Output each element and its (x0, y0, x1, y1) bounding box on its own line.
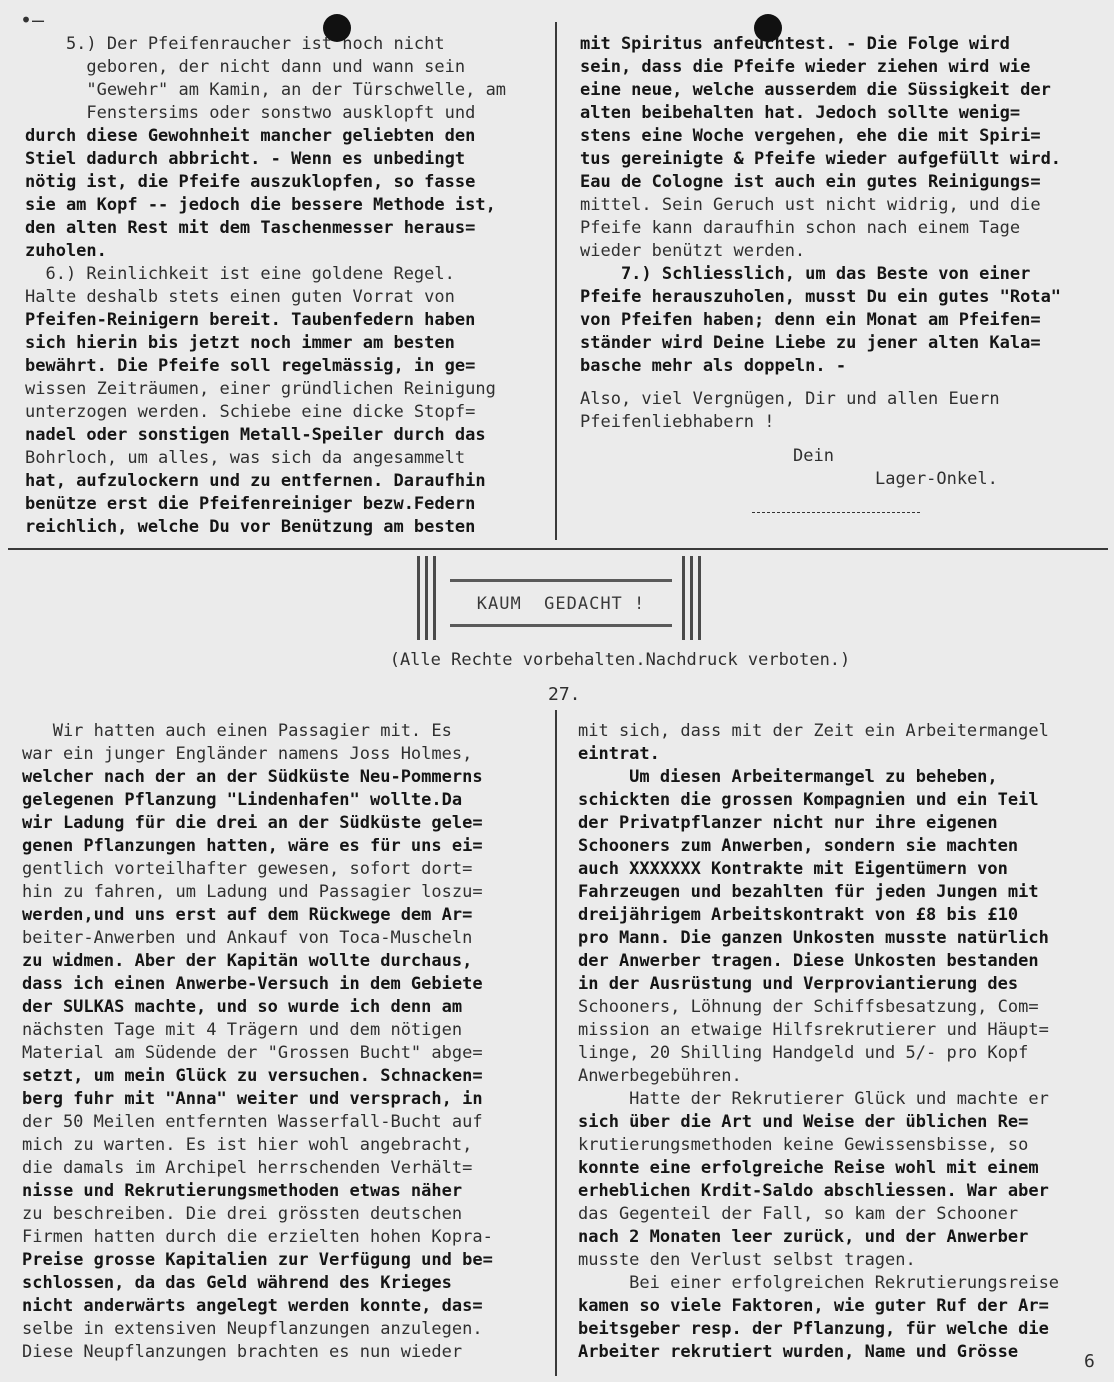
text-line: war ein junger Engländer namens Joss Holmes, (22, 744, 473, 764)
text-line: 7.) Schliesslich, um das Beste von einer (580, 264, 1031, 284)
rights-notice: (Alle Rechte vorbehalten.Nachdruck verboten.) (389, 650, 851, 670)
text-line: berg fuhr mit "Anna" weiter und versprach, in (22, 1089, 483, 1109)
text-line: Schooners zum Anwerben, sondern sie machten (578, 836, 1019, 856)
top-column-divider (555, 22, 557, 540)
banner-right-bar-2 (690, 556, 693, 640)
text-line: schlossen, da das Geld während des Krieges (22, 1273, 452, 1293)
text-line: auch XXXXXXX Kontrakte mit Eigentümern von (578, 859, 1008, 879)
text-line: der Anwerber tragen. Diese Unkosten bestanden (578, 951, 1039, 971)
text-line: nisse und Rekrutierungsmethoden etwas näher (22, 1181, 463, 1201)
text-line: Wir hatten auch einen Passagier mit. Es (22, 721, 452, 741)
text-line: nadel oder sonstigen Metall-Speiler durch das (25, 425, 486, 445)
text-line: die damals im Archipel herrschenden Verhält= (22, 1158, 473, 1178)
text-line: Eau de Cologne ist auch ein gutes Reinigungs= (580, 172, 1041, 192)
text-line: das Gegenteil der Fall, so kam der Schooner (578, 1204, 1019, 1224)
page-number: 6 (1084, 1351, 1095, 1372)
text-line: musste den Verlust selbst tragen. (578, 1250, 916, 1270)
text-line: zuholen. (25, 241, 107, 261)
text-line: eine neue, welche ausserdem die Süssigkeit der (580, 80, 1051, 100)
text-line: selbe in extensiven Neupflanzungen anzulegen. (22, 1319, 483, 1339)
text-line: zu beschreiben. Die drei grössten deutschen (22, 1204, 463, 1224)
text-line: nächsten Tage mit 4 Trägern und dem nötigen (22, 1020, 463, 1040)
text-line: nicht anderwärts angelegt werden konnte, das= (22, 1296, 483, 1316)
closing-lines (580, 388, 1000, 434)
text-line: mittel. Sein Geruch ust nicht widrig, und die (580, 195, 1041, 215)
text-line: "Gewehr" am Kamin, an der Türschwelle, am (25, 80, 507, 100)
text-line: nach 2 Monaten leer zurück, und der Anwerber (578, 1227, 1029, 1247)
text-line: wissen Zeiträumen, einer gründlichen Reinigung (25, 379, 496, 399)
text-line: hat, aufzulockern und zu entfernen. Daraufhin (25, 471, 486, 491)
banner-right-bar-3 (698, 556, 701, 640)
signature-rule (752, 512, 920, 513)
chapter-number: 27. (548, 684, 581, 705)
text-line: Schooners, Löhnung der Schiffsbesatzung, Com= (578, 997, 1039, 1017)
text-line: 5.) Der Pfeifenraucher ist noch nicht (25, 34, 445, 54)
text-line: sie am Kopf -- jedoch die bessere Methode ist, (25, 195, 496, 215)
text-line: reichlich, welche Du vor Benützung am besten (25, 517, 476, 537)
text-line: tus gereinigte & Pfeife wieder aufgefüllt wird. (580, 149, 1062, 169)
text-line: schickten die grossen Kompagnien und ein Teil (578, 790, 1039, 810)
text-line: Also, viel Vergnügen, Dir und allen Euern (580, 389, 1000, 409)
banner-left-bar-2 (425, 556, 428, 640)
text-line: erheblichen Krdit-Saldo abschliessen. War aber (578, 1181, 1049, 1201)
text-line: bewährt. Die Pfeife soll regelmässig, in ge= (25, 356, 476, 376)
text-line: sich hierin bis jetzt noch immer am besten (25, 333, 455, 353)
top-right-column (580, 33, 1061, 378)
text-line: Halte deshalb stets einen guten Vorrat von (25, 287, 455, 307)
banner-left-bar-3 (433, 556, 436, 640)
text-line: mission an etwaige Hilfsrekrutierer und Häupt= (578, 1020, 1049, 1040)
text-line: Fenstersims oder sonstwo ausklopft und (25, 103, 476, 123)
text-line: dreijährigem Arbeitskontrakt von £8 bis £10 (578, 905, 1019, 925)
text-line: Stiel dadurch abbricht. - Wenn es unbedingt (25, 149, 466, 169)
text-line: Fahrzeugen und bezahlten für jeden Jungen mit (578, 882, 1039, 902)
text-line: Anwerbegebühren. (578, 1066, 742, 1086)
text-line: Bohrloch, um alles, was sich da angesammelt (25, 448, 466, 468)
text-line: Hatte der Rekrutierer Glück und machte er (578, 1089, 1049, 1109)
text-line: durch diese Gewohnheit mancher geliebten den (25, 126, 476, 146)
text-line: sich über die Art und Weise der üblichen Re= (578, 1112, 1029, 1132)
text-line: Diese Neupflanzungen brachten es nun wieder (22, 1342, 463, 1362)
signature-greeting: Dein (793, 446, 834, 466)
text-line: von Pfeifen haben; denn ein Monat am Pfeifen= (580, 310, 1041, 330)
text-line: setzt, um mein Glück zu versuchen. Schnacken= (22, 1066, 483, 1086)
text-line: Firmen hatten durch die erzielten hohen Kopra- (22, 1227, 493, 1247)
text-line: Arbeiter rekrutiert wurden, Name und Grösse (578, 1342, 1019, 1362)
text-line: werden,und uns erst auf dem Rückwege dem Ar= (22, 905, 473, 925)
top-left-column (25, 33, 506, 539)
text-line: beitsgeber resp. der Pflanzung, für welche die (578, 1319, 1049, 1339)
text-line: ständer wird Deine Liebe zu jener alten Kala= (580, 333, 1041, 353)
bottom-column-divider (555, 710, 557, 1376)
text-line: geboren, der nicht dann und wann sein (25, 57, 466, 77)
text-line: Pfeife herauszuholen, musst Du ein gutes "Rota" (580, 287, 1062, 307)
text-line: gelegenen Pflanzung "Lindenhafen" wollte.Da (22, 790, 463, 810)
text-line: Um diesen Arbeitermangel zu beheben, (578, 767, 998, 787)
text-line: den alten Rest mit dem Taschenmesser heraus= (25, 218, 476, 238)
text-line: wieder benützt werden. (580, 241, 806, 261)
text-line: krutierungsmethoden keine Gewissensbisse, so (578, 1135, 1029, 1155)
text-line: alten beibehalten hat. Jedoch sollte wenig= (580, 103, 1021, 123)
text-line: pro Mann. Die ganzen Unkosten musste natürlich (578, 928, 1049, 948)
banner-bottom-rule (450, 624, 672, 627)
text-line: gentlich vorteilhafter gewesen, sofort dort= (22, 859, 473, 879)
text-line: Pfeifen-Reinigern bereit. Taubenfedern haben (25, 310, 476, 330)
text-line: Material am Südende der "Grossen Bucht" abge= (22, 1043, 483, 1063)
section-divider (8, 548, 1108, 550)
banner-right-bar-1 (682, 556, 685, 640)
text-line: mich zu warten. Es ist hier wohl angebracht, (22, 1135, 473, 1155)
text-line: 6.) Reinlichkeit ist eine goldene Regel. (25, 264, 455, 284)
text-line: genen Pflanzungen hatten, wäre es für uns ei= (22, 836, 483, 856)
text-line: nötig ist, die Pfeife auszuklopfen, so fasse (25, 172, 476, 192)
banner-top-rule (450, 579, 672, 582)
text-line: eintrat. (578, 744, 660, 764)
bottom-right-column (578, 720, 1059, 1364)
text-line: der 50 Meilen entfernten Wasserfall-Bucht auf (22, 1112, 483, 1132)
text-line: kamen so viele Faktoren, wie guter Ruf der Ar= (578, 1296, 1049, 1316)
bottom-left-column (22, 720, 493, 1364)
text-line: linge, 20 Shilling Handgeld und 5/- pro Kopf (578, 1043, 1029, 1063)
text-line: beiter-Anwerben und Ankauf von Toca-Muscheln (22, 928, 473, 948)
text-line: mit Spiritus anfeuchtest. - Die Folge wird (580, 34, 1010, 54)
text-line: der SULKAS machte, und so wurde ich denn am (22, 997, 463, 1017)
signature-name: Lager-Onkel. (875, 469, 998, 489)
text-line: stens eine Woche vergehen, ehe die mit Spiri= (580, 126, 1041, 146)
text-line: in der Ausrüstung und Verproviantierung des (578, 974, 1019, 994)
text-line: zu widmen. Aber der Kapitän wollte durchaus, (22, 951, 473, 971)
text-line: unterzogen werden. Schiebe eine dicke Stopf= (25, 402, 476, 422)
text-line: mit sich, dass mit der Zeit ein Arbeitermangel (578, 721, 1049, 741)
text-line: benütze erst die Pfeifenreiniger bezw.Federn (25, 494, 476, 514)
text-line: Pfeifenliebhabern ! (580, 412, 775, 432)
text-line: konnte eine erfolgreiche Reise wohl mit einem (578, 1158, 1039, 1178)
banner-title: KAUM GEDACHT ! (476, 594, 646, 614)
text-line: Pfeife kann daraufhin schon nach einem Tage (580, 218, 1021, 238)
text-line: wir Ladung für die drei an der Südküste gele= (22, 813, 483, 833)
text-line: welcher nach der an der Südküste Neu-Pommerns (22, 767, 483, 787)
ink-mark: •— (20, 8, 45, 32)
text-line: sein, dass die Pfeife wieder ziehen wird wie (580, 57, 1031, 77)
text-line: Bei einer erfolgreichen Rekrutierungsreise (578, 1273, 1060, 1293)
text-line: hin zu fahren, um Ladung und Passagier loszu= (22, 882, 483, 902)
text-line: basche mehr als doppeln. - (580, 356, 847, 376)
text-line: Preise grosse Kapitalien zur Verfügung und be= (22, 1250, 493, 1270)
banner-left-bar-1 (417, 556, 420, 640)
text-line: der Privatpflanzer nicht nur ihre eigenen (578, 813, 998, 833)
text-line: dass ich einen Anwerbe-Versuch in dem Gebiete (22, 974, 483, 994)
